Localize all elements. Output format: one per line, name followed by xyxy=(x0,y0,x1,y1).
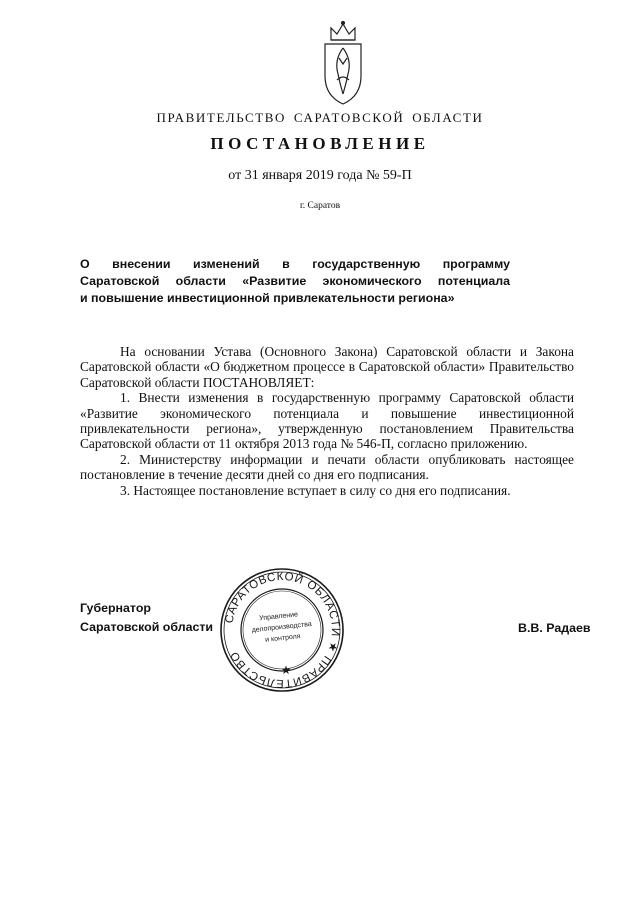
item-1-continuation xyxy=(80,406,574,452)
seal-star-icon: ★ xyxy=(280,663,292,677)
item-1-line: привлекательности региона», утвержденную постановлением Правительства xyxy=(80,421,574,437)
item-2-paragraph: 2. Министерству информации и печати области опубликовать настоящее постановление в течение десяти дней со дня его подписания. xyxy=(80,451,574,483)
intro-paragraph: На основании Устава (Основного Закона) Саратовской области и Закона Саратовской области «О бюджетном процессе в Саратовской области» Правительство Саратовской области ПОСТАНОВЛЯЕТ: xyxy=(80,344,574,390)
coat-of-arms-emblem xyxy=(321,18,365,106)
seal-inner-line: Управление xyxy=(258,611,299,623)
item-1-line: «Развитие экономического потенциала и повышение инвестиционной xyxy=(80,405,574,421)
city-name: г. Саратов xyxy=(299,201,341,211)
item-1-line: Саратовской области от 11 октября 2013 года № 546-П, согласно приложению. xyxy=(80,436,528,452)
document-body xyxy=(80,344,574,498)
government-name: ПРАВИТЕЛЬСТВО САРАТОВСКОЙ ОБЛАСТИ xyxy=(156,110,484,125)
subject-line: Саратовской области «Развитие экономического потенциала xyxy=(80,274,510,288)
document-subject xyxy=(80,256,510,307)
item-1-paragraph xyxy=(80,390,574,405)
official-seal-stamp xyxy=(218,566,346,694)
subject-line: и повышение инвестиционной привлекательности региона» xyxy=(80,291,455,305)
item-3-paragraph: 3. Настоящее постановление вступает в силу со дня его подписания. xyxy=(120,482,511,498)
signatory-position xyxy=(80,599,213,637)
document-type-title: ПОСТАНОВЛЕНИЕ xyxy=(210,134,430,153)
signatory-name: В.В. Радаев xyxy=(518,621,591,635)
seal-inner-line: и контроля xyxy=(264,633,301,644)
date-and-number: от 31 января 2019 года № 59-П xyxy=(228,168,412,183)
seal-inner-line: делопроизводства xyxy=(251,620,313,635)
seal-ring-text: САРАТОВСКОЙ ОБЛАСТИ ★ ПРАВИТЕЛЬСТВО xyxy=(223,570,342,690)
signatory-position-line: Саратовской области xyxy=(80,620,214,634)
signatory-position-line: Губернатор xyxy=(80,601,151,615)
item-1-line: 1. Внести изменения в государственную программу Саратовской области xyxy=(120,390,574,406)
subject-line: О внесении изменений в государственную программу xyxy=(80,257,510,271)
